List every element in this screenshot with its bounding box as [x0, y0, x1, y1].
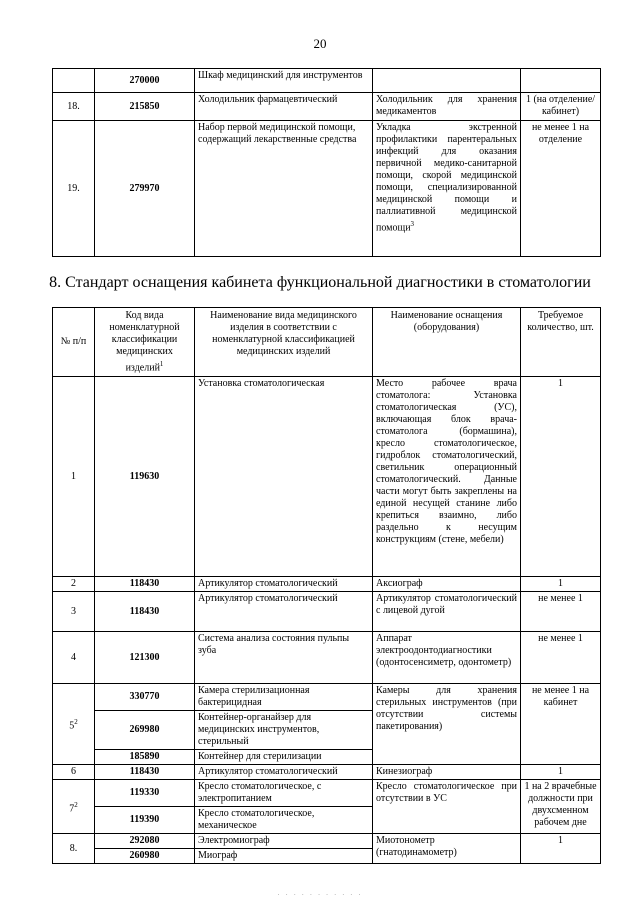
code-cell: 119330: [95, 780, 195, 807]
code-cell: 260980: [95, 849, 195, 864]
header-number: № п/п: [53, 308, 95, 377]
code-cell: 118430: [95, 577, 195, 592]
equipment-cell: Кинезиограф: [373, 765, 521, 780]
code-cell: 119630: [95, 377, 195, 577]
device-name-cell: Артикулятор стоматологический: [195, 765, 373, 780]
row-number: 18.: [53, 93, 95, 121]
table-row: [53, 765, 601, 780]
quantity-cell: не менее 1: [521, 632, 601, 684]
device-name-cell: Контейнер-органайзер для медицинских инструментов, стерильный: [195, 711, 373, 750]
code-cell: 215850: [95, 93, 195, 121]
footnote-marker: 3: [410, 220, 415, 228]
device-name-cell: Кресло стоматологическое, механическое: [195, 807, 373, 834]
row-number: 4: [53, 632, 95, 684]
quantity-cell: 1 (на отделение/ кабинет): [521, 93, 601, 121]
device-name-cell: Шкаф медицинский для инструментов: [195, 69, 373, 93]
row-number: 19.: [53, 121, 95, 257]
table-row: [53, 69, 601, 93]
equipment-standard-table: [52, 307, 601, 864]
equipment-cell: Аксиограф: [373, 577, 521, 592]
quantity-cell: не менее 1: [521, 592, 601, 632]
equipment-cell: Аппарат электроодонтодиагностики (одонтосенсиметр, одонтометр): [373, 632, 521, 684]
top-table: [52, 68, 601, 257]
quantity-cell: не менее 1 на кабинет: [521, 684, 601, 765]
device-name-cell: Камера стерилизационная бактерицидная: [195, 684, 373, 711]
device-name-cell: Кресло стоматологическое, с электропитанием: [195, 780, 373, 807]
row-number: [53, 69, 95, 93]
row-number: [53, 684, 95, 765]
quantity-cell: [521, 69, 601, 93]
device-name-cell: Электромиограф: [195, 834, 373, 849]
page-edge-marks: · · · · · · · · · · ·: [277, 891, 363, 899]
quantity-cell: 1: [521, 834, 601, 864]
device-name-cell: Холодильник фармацевтический: [195, 93, 373, 121]
equipment-cell: Камеры для хранения стерильных инструментов (при отсутствии системы пакетирования): [373, 684, 521, 765]
equipment-cell: Холодильник для хранения медикаментов: [373, 93, 521, 121]
table-row: [53, 577, 601, 592]
quantity-cell: 1 на 2 врачебные должности при двухсменном рабочем дне: [521, 780, 601, 834]
row-number: 8.: [53, 834, 95, 864]
quantity-cell: 1: [521, 377, 601, 577]
code-cell: 269980: [95, 711, 195, 750]
device-name-cell: Артикулятор стоматологический: [195, 592, 373, 632]
table-row: [53, 834, 601, 849]
header-row: [53, 308, 601, 377]
code-cell: 121300: [95, 632, 195, 684]
equipment-cell: Место рабочее врача стоматолога: Установка стоматологическая (УС), включающая блок врача-стоматолога (бормашина), кресло стоматологическое, гидроблок стоматологический, светильник операционный стоматологический. Данные части могут быть закреплены на единой несущей станине либо крепиться взаимно, либо раздельно к несущим конструкциям (стене, мебели): [373, 377, 521, 577]
device-name-cell: Контейнер для стерилизации: [195, 750, 373, 765]
row-number-text: 5: [69, 720, 75, 732]
table-row: [53, 780, 601, 807]
footnote-marker: 2: [74, 800, 78, 809]
row-number: 2: [53, 577, 95, 592]
table-row: [53, 632, 601, 684]
device-name-cell: Система анализа состояния пульпы зуба: [195, 632, 373, 684]
header-quantity: Требуемое количество, шт.: [521, 308, 601, 377]
footnote-marker: 1: [159, 360, 164, 368]
row-number: 6: [53, 765, 95, 780]
device-name-cell: Артикулятор стоматологический: [195, 577, 373, 592]
header-equipment: Наименование оснащения (оборудования): [373, 308, 521, 377]
page-number: 20: [313, 36, 327, 51]
device-name-cell: Установка стоматологическая: [195, 377, 373, 577]
table-row: [53, 121, 601, 257]
device-name-cell: Набор первой медицинской помощи, содержащий лекарственные средства: [195, 121, 373, 257]
equipment-cell: Миотонометр (гнатодинамометр): [373, 834, 521, 864]
footnote-marker: 2: [74, 718, 78, 727]
quantity-cell: не менее 1 на отделение: [521, 121, 601, 257]
row-number: 3: [53, 592, 95, 632]
table-row: [53, 592, 601, 632]
code-cell: 292080: [95, 834, 195, 849]
code-cell: 185890: [95, 750, 195, 765]
header-code-text: Код вида номенклатурной классификации медицинских изделий: [109, 310, 180, 374]
equipment-cell: Кресло стоматологическое при отсутствии в УС: [373, 780, 521, 834]
quantity-cell: 1: [521, 765, 601, 780]
device-name-cell: Миограф: [195, 849, 373, 864]
table-row: [53, 684, 601, 711]
section-title: 8. Стандарт оснащения кабинета функциональной диагностики в стоматологии: [49, 274, 591, 291]
code-cell: 118430: [95, 592, 195, 632]
header-code: [95, 308, 195, 377]
code-cell: 270000: [95, 69, 195, 93]
code-cell: 279970: [95, 121, 195, 257]
row-number-text: 7: [69, 802, 75, 814]
code-cell: 118430: [95, 765, 195, 780]
quantity-cell: 1: [521, 577, 601, 592]
row-number: 1: [53, 377, 95, 577]
code-cell: 330770: [95, 684, 195, 711]
table-row: [53, 93, 601, 121]
code-cell: 119390: [95, 807, 195, 834]
table-row: [53, 377, 601, 577]
row-number: [53, 780, 95, 834]
equipment-cell: Артикулятор стоматологический с лицевой дугой: [373, 592, 521, 632]
equipment-cell: [373, 121, 521, 257]
header-device-name: Наименование вида медицинского изделия в соответствии с номенклатурной классификацией медицинских изделий: [195, 308, 373, 377]
equipment-text: Укладка экстренной профилактики парентеральных инфекций для оказания первичной медико-санитарной помощи, скорой медицинской помощи, специализированной медицинской помощи и паллиативной медицинской помощи: [376, 122, 517, 234]
equipment-cell: [373, 69, 521, 93]
